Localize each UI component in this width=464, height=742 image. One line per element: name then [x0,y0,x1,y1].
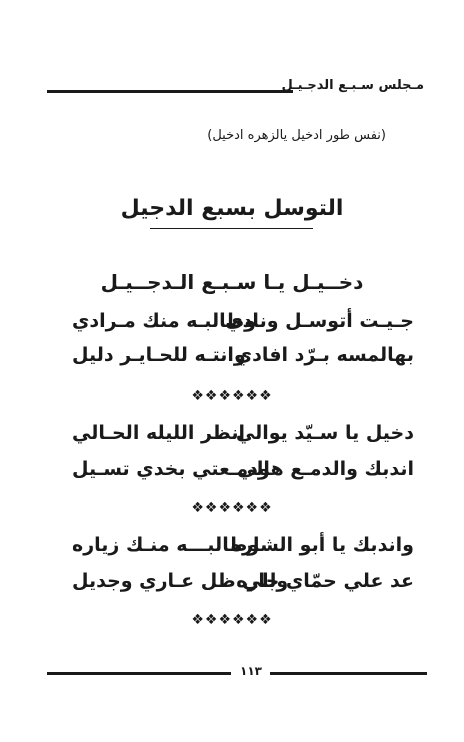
title-underline [150,228,313,229]
poem-opening-line: دخــيـل يـا سـبـع الـدجــيـل [100,270,364,294]
subtitle: (نفس طور ادخيل يالزهره ادخيل) [207,128,386,143]
verse-right-hemistich: بهالمسه بـرّد افادي [234,344,414,366]
verse-left-hemistich: ودمـعتي بخدي تسـيل [72,458,270,480]
verse-left-hemistich: وللي ظل عـاري وجديل [72,570,289,592]
footer-rule-left [47,672,231,675]
header-rule [47,90,293,93]
verse-right-hemistich: عد علي حمّاي جاره [236,570,414,592]
page-title: التوسل بسبع الدجيل [120,196,344,221]
stanza-separator: ❖❖❖❖❖❖ [191,612,273,628]
verse-left-hemistich: انظر الليله الحـالي [72,422,245,444]
verse-right-hemistich: واندبك يا أبو الشاره [230,534,414,556]
verse-left-hemistich: وانتـه للحـايـر دليل [72,344,246,366]
verse-right-hemistich: دخيل يا سـيّد يوالي [235,422,414,444]
stanza-separator: ❖❖❖❖❖❖ [191,500,273,516]
stanza-separator: ❖❖❖❖❖❖ [191,388,273,404]
verse-right-hemistich: اندبك والدمـع هالي [236,458,414,480]
header-title: مـجلس سـبـع الدجـيـل [281,78,424,93]
verse-left-hemistich: وطالبـه منك مـرادي [72,310,256,332]
verse-left-hemistich: وطالبـــه منـك زياره [72,534,260,556]
verse-right-hemistich: جـيـت أتوسـل ونادي [225,310,414,332]
page-number: ١١٣ [240,664,262,678]
footer-rule-right [270,672,427,675]
